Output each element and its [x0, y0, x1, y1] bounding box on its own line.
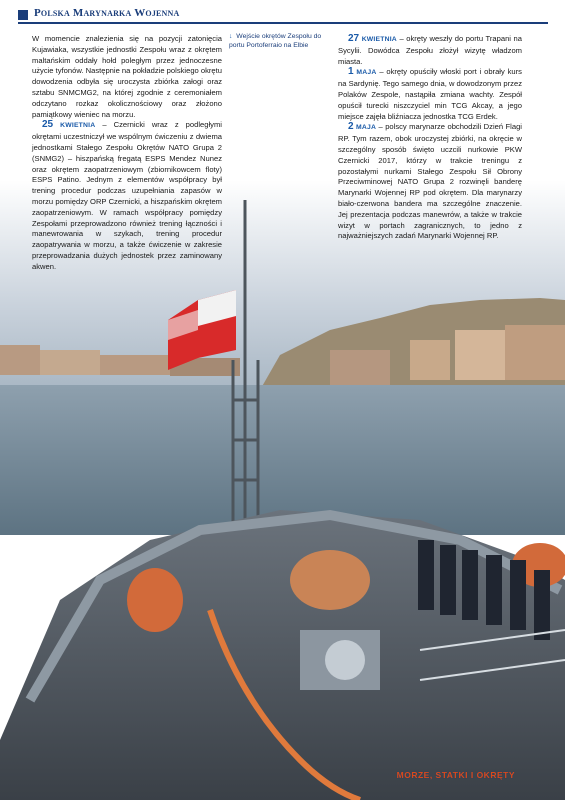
paragraph — [338, 34, 522, 67]
section-title: Polska Marynarka Wojenna — [34, 7, 180, 19]
paragraph-text: – okręty opuściły włoski port i obrały kurs na Sardynię. Tego samego dnia, w dowodzonym przez Polaków Zespole, nastąpiła zmiana wachty. Zespół opuścił turecki niszczyciel min TCG Akcay, a jego miejsce zajęła bliźniacza jednostka TCG Erdek. — [338, 67, 522, 121]
paragraph-text: – Czernicki wraz z podległymi okrętami uczestniczył we wspólnym ćwiczeniu z dwiema jednostkami Stałego Zespołu Okrętów NATO Grupa 2 (SNMG2) – hiszpańską fregatą ESPS Mendez Nunez oraz okrętem zaopatrzeniowym (zbiornikowcem floty) ESPS Patino. Jednym z elementów współpracy był trening procedur podczas uzupełniania zapasów w morzu pomiędzy ORP Czernicki, a hiszpańskim okrętem zaopatrzeniowym. W ramach współpracy pomiędzy Zespołami przeprowadzono również trening łączności i manewrowania w szykach, trening procedur zaopatrywania w morzu, a także ćwiczenie w zakresie przeprowadzania dużych jednostek przez zaminowany akwen. — [32, 120, 222, 271]
caption-text: Wejście okrętów Zespołu do portu Portoferraio na Elbie — [229, 33, 322, 49]
magazine-logo: MORZE, STATKI I OKRĘTY — [396, 770, 515, 780]
right-column — [338, 34, 522, 242]
page-header — [18, 8, 548, 24]
paragraph — [32, 120, 222, 272]
date-month: MAJA — [356, 124, 377, 132]
arrow-down-icon: ↓ — [229, 33, 233, 40]
date-month: KWIETNIA — [361, 36, 397, 43]
paragraph: W momencie znalezienia się na pozycji zatonięcia Kujawiaka, wszystkie jednostki Zespołu wraz z okrętem maltańskim oddały hołd poległym przez jednoczesne użycie tyfonów. Następnie na pokładzie polskiego okrętu dowodzenia odbyła się uroczysta zbiórka załogi oraz sztabu SNMCMG2, na której zgodnie z ceremoniałem odczytano rozkaz okolicznościowy oraz złożono pamiątkowy wieniec na morzu. — [32, 34, 222, 119]
date-day: 2 — [348, 121, 354, 133]
date-month: MAJA — [356, 69, 377, 77]
paragraph-text: – okręty weszły do portu Trapani na Sycylii. Dowódca Zespołu złożył wizytę władzom miasta. — [338, 34, 522, 66]
date-day: 25 — [42, 119, 54, 131]
ship-bow-photo — [0, 180, 565, 800]
date-day: 27 — [348, 33, 360, 44]
date-month: KWIETNIA — [60, 122, 96, 130]
paragraph — [338, 67, 522, 122]
date-day: 1 — [348, 66, 354, 78]
left-column — [32, 34, 222, 273]
photo-caption — [229, 33, 329, 51]
paragraph — [338, 122, 522, 242]
paragraph-text: – polscy marynarze obchodzili Dzień Flagi RP. Tym razem, obok uroczystej zbiórki, na okręcie w szczególny sposób święto uczcili nurkowie PKW Czernicki 2017, którzy w trakcie treningu z pozostałymi nurkami Stałego Zespołu Sił Obrony Przeciwminowej NATO Grupa 2 rozwinęli banderę Marynarki Wojennej RP pod okrętem. Dla marynarzy biało-czerwona bandera ma szczególne znaczenie. Jej prezentacja podczas manewrów, a także w trakcie wizyt w portach zagranicznych, to jedno z najważniejszych zadań Marynarki Wojennej RP. — [338, 122, 522, 241]
header-marker — [18, 10, 28, 20]
